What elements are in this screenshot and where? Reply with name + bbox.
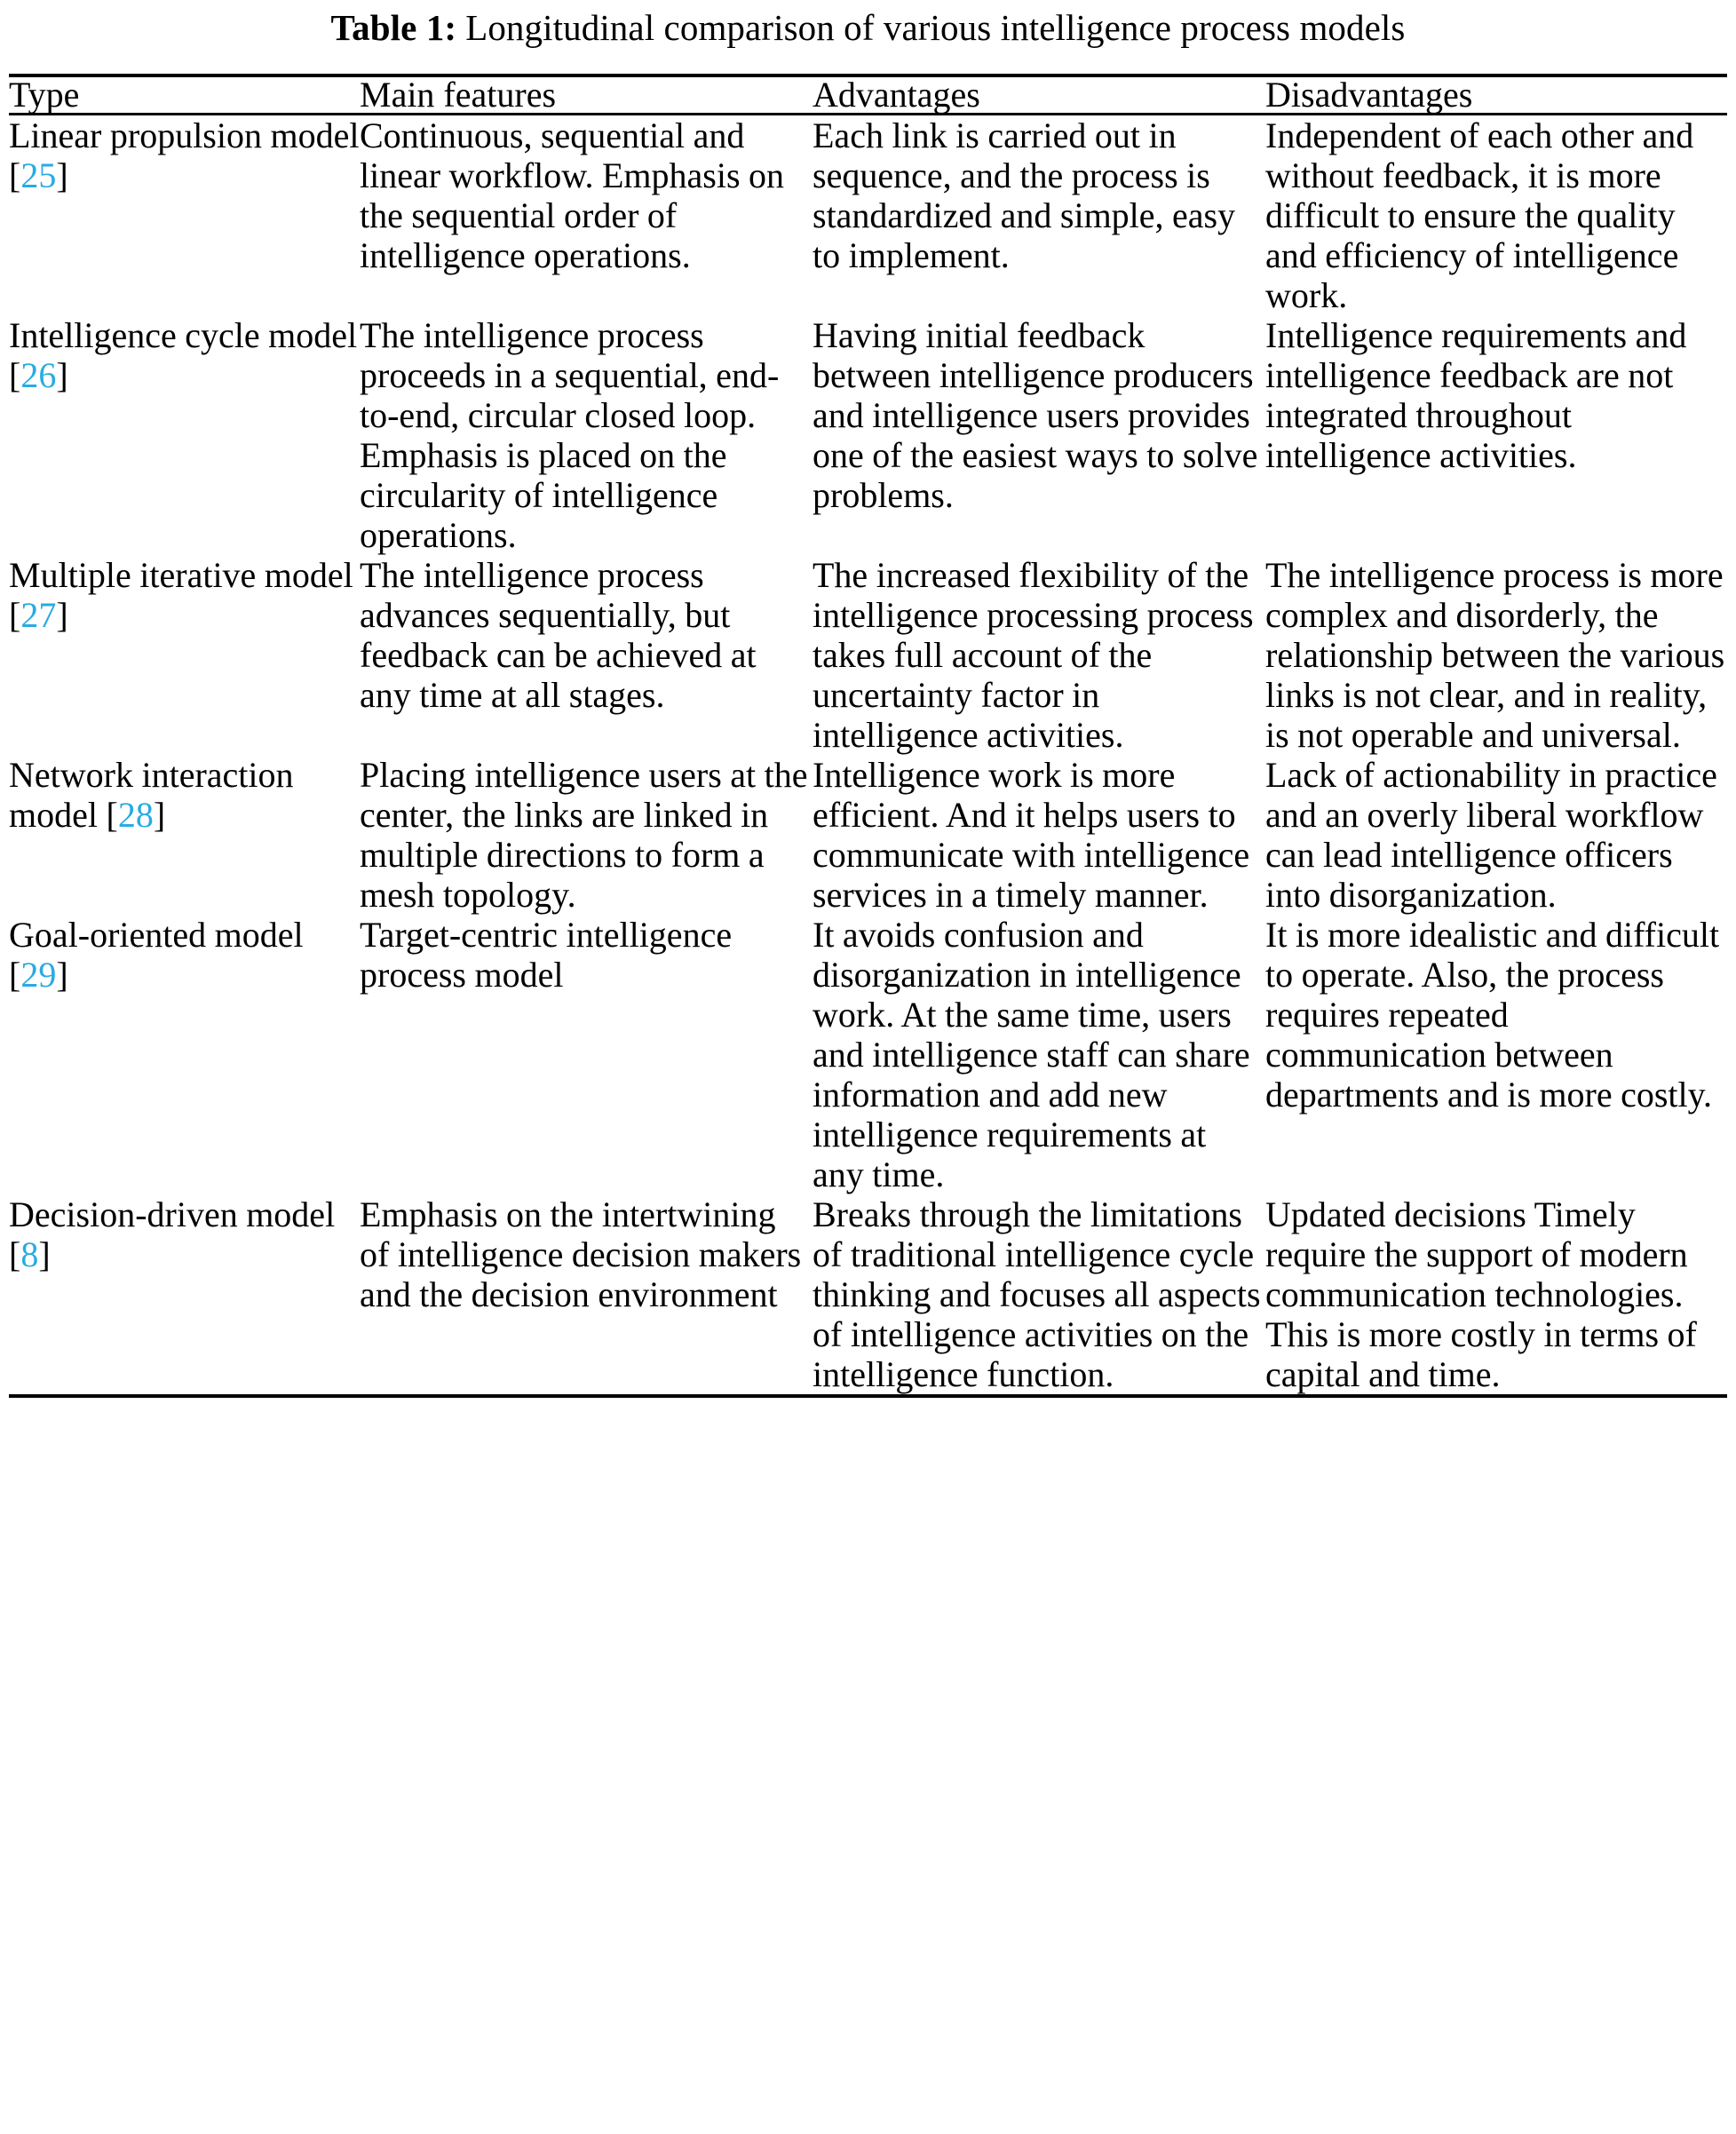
cell-main-features-text: Placing intelligence users at the center, the links are linked in multiple directions to form a mesh topology. [360,755,808,916]
cell-disadvantages [1265,115,1727,315]
cell-main-features [360,755,813,915]
caption-label: Table 1: [330,7,457,48]
cell-advantages-text: The increased flexibility of the intelligence processing process takes full account of the uncertainty factor in intelligence activities. [813,555,1254,756]
cell-advantages [813,915,1265,1194]
table-row [9,1194,1727,1394]
cell-advantages [813,115,1265,315]
cell-disadvantages-text: Updated decisions Timely require the support of modern communication technologies. This is more costly in terms of capital and time. [1265,1194,1697,1395]
cell-disadvantages [1265,315,1727,555]
cell-type [9,555,360,755]
header-row [9,77,1727,113]
citation-bracket-close: ] [153,795,166,836]
cell-type [9,115,360,315]
model-name: Multiple iterative model [9,555,353,596]
cell-type [9,915,360,1194]
table-row [9,315,1727,555]
cell-main-features-text: Continuous, sequential and linear workflow. Emphasis on the sequential order of intelligence operations. [360,115,785,276]
table-body [9,115,1727,1394]
model-name: Decision-driven model [9,1194,336,1235]
citation-link[interactable]: 27 [20,595,57,636]
citation-bracket-close: ] [56,595,68,636]
citation-link[interactable]: 29 [20,955,57,996]
cell-type [9,315,360,555]
citation-link[interactable]: 28 [117,795,154,836]
citation-bracket-open: [ [9,1234,21,1275]
cell-disadvantages-text: Lack of actionability in practice and an overly liberal workflow can lead intelligence officers into disorganization. [1265,755,1717,916]
citation-bracket-open: [ [9,355,21,396]
citation-bracket-close: ] [56,955,68,996]
cell-disadvantages [1265,755,1727,915]
cell-advantages [813,1194,1265,1394]
citation-bracket-open: [ [106,795,118,836]
cell-advantages-text: It avoids confusion and disorganization in intelligence work. At the same time, users and intelligence staff can share information and add new intelligence requirements at any time. [813,915,1250,1195]
cell-main-features-text: The intelligence process proceeds in a sequential, end-to-end, circular closed loop. Emphasis is placed on the circularity of intelligence operations. [360,315,780,556]
caption-text: Longitudinal comparison of various intelligence process models [465,7,1406,48]
model-name: Intelligence cycle model [9,315,358,356]
table-row [9,115,1727,315]
comparison-table [9,77,1727,113]
cell-advantages-text: Intelligence work is more efficient. And it helps users to communicate with intelligence services in a timely manner. [813,755,1250,916]
cell-main-features [360,1194,813,1394]
column-header-advantages: Advantages [813,75,980,115]
table-caption [9,0,1727,61]
cell-disadvantages [1265,555,1727,755]
model-name: Network interaction model [9,755,294,836]
citation-bracket-close: ] [56,155,68,196]
cell-disadvantages-text: Independent of each other and without feedback, it is more difficult to ensure the quality and efficiency of intelligence work. [1265,115,1694,316]
column-header-disadvantages: Disadvantages [1265,75,1473,115]
table-header [9,77,1727,113]
table-row [9,755,1727,915]
cell-main-features-text: Emphasis on the intertwining of intelligence decision makers and the decision environment [360,1194,802,1315]
citation-bracket-open: [ [9,955,21,996]
cell-main-features [360,915,813,1194]
table-bottom-rule [9,1394,1727,1398]
cell-main-features-text: Target-centric intelligence process model [360,915,733,996]
comparison-table-body [9,115,1727,1394]
cell-disadvantages [1265,1194,1727,1394]
citation-bracket-open: [ [9,595,21,636]
cell-disadvantages-text: Intelligence requirements and intelligence feedback are not integrated throughout intelligence activities. [1265,315,1687,476]
cell-advantages [813,315,1265,555]
cell-main-features [360,555,813,755]
cell-advantages-text: Having initial feedback between intelligence producers and intelligence users provides one of the easiest ways to solve problems. [813,315,1258,516]
table-row [9,555,1727,755]
column-header-type: Type [9,75,80,115]
citation-link[interactable]: 26 [20,355,57,396]
citation-link[interactable]: 25 [20,155,57,196]
citation-bracket-open: [ [9,155,21,196]
cell-main-features [360,115,813,315]
column-header-features: Main features [360,75,557,115]
cell-type [9,755,360,915]
cell-advantages-text: Each link is carried out in sequence, and the process is standardized and simple, easy to implement. [813,115,1236,276]
cell-advantages [813,555,1265,755]
citation-bracket-close: ] [38,1234,51,1275]
table-row [9,915,1727,1194]
citation-link[interactable]: 8 [20,1234,39,1275]
cell-advantages [813,755,1265,915]
model-name: Goal-oriented model [9,915,304,956]
cell-disadvantages [1265,915,1727,1194]
cell-type [9,1194,360,1394]
cell-disadvantages-text: It is more idealistic and difficult to operate. Also, the process requires repeated communication between departments and is more costly. [1265,915,1720,1115]
model-name: Linear propulsion model [9,115,360,156]
cell-disadvantages-text: The intelligence process is more complex and disorderly, the relationship between the various links is not clear, and in reality, is not operable and universal. [1265,555,1725,756]
cell-main-features [360,315,813,555]
citation-bracket-close: ] [56,355,68,396]
cell-main-features-text: The intelligence process advances sequentially, but feedback can be achieved at any time at all stages. [360,555,757,716]
cell-advantages-text: Breaks through the limitations of traditional intelligence cycle thinking and focuses all aspects of intelligence activities on the intelligence function. [813,1194,1261,1395]
